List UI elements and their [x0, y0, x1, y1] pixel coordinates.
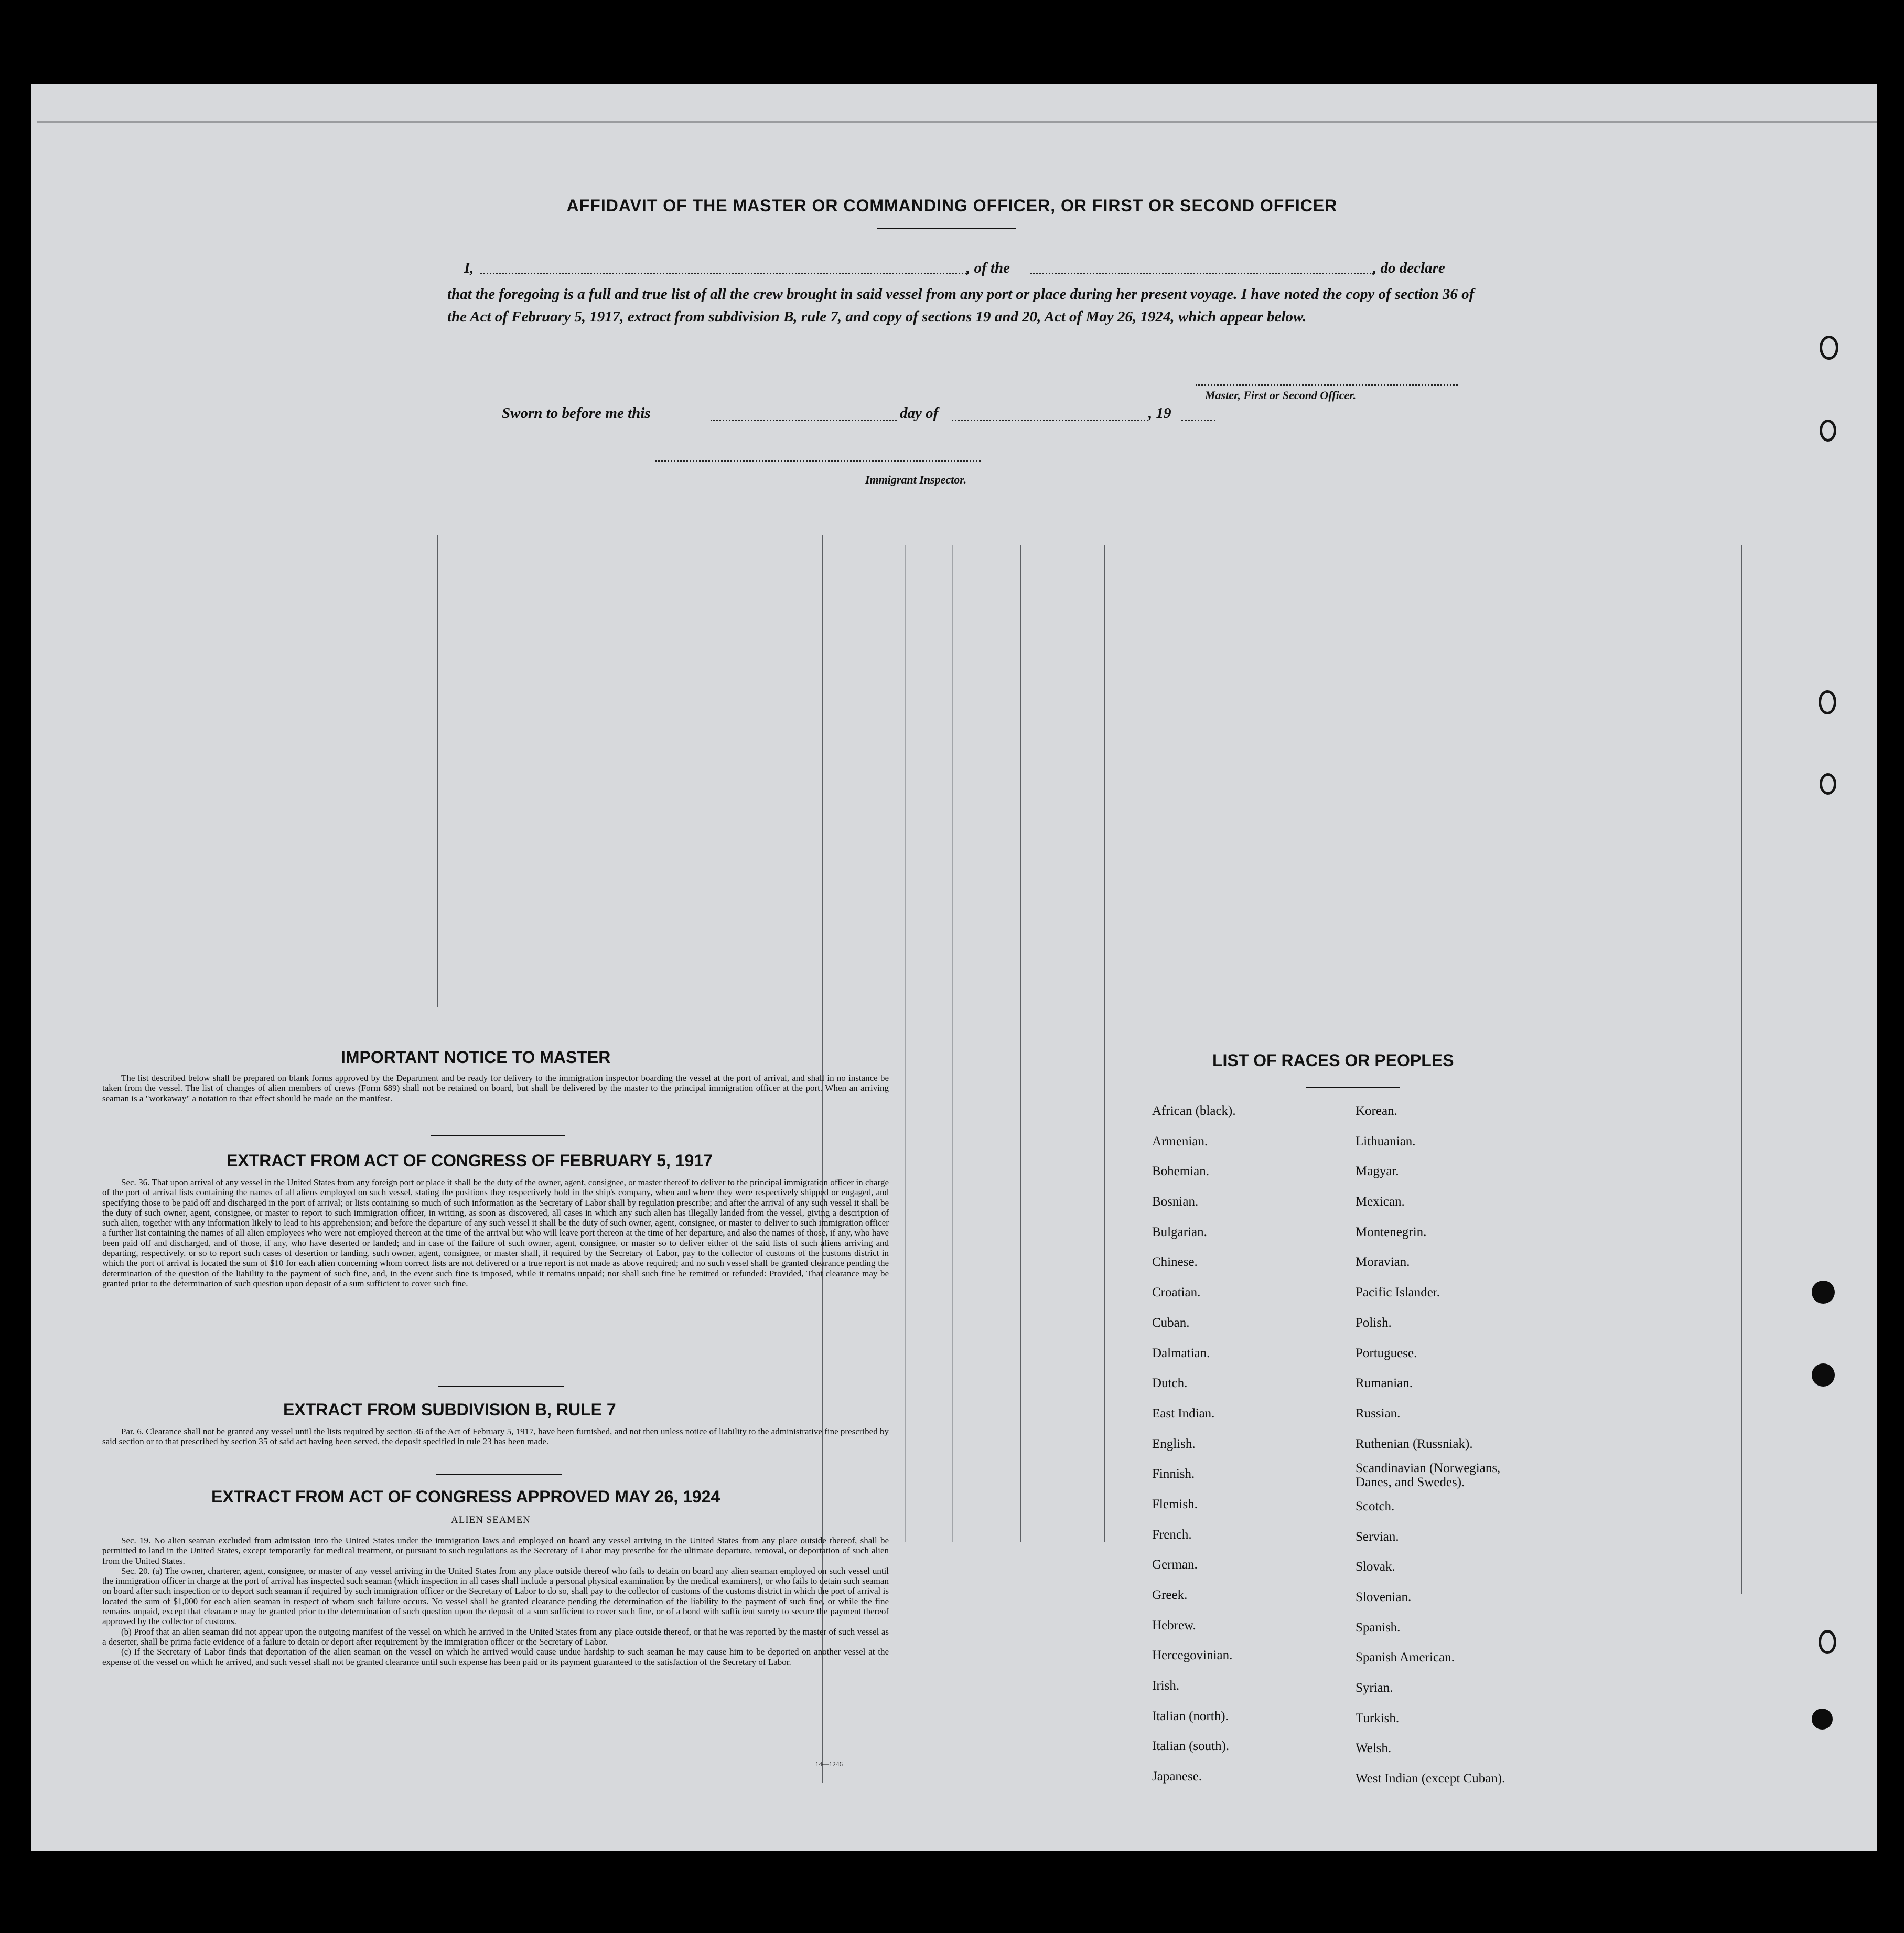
race-item: Scotch.	[1356, 1499, 1395, 1513]
notice-text: The list described below shall be prepared on blank forms approved by the Department and be ready for delivery to the immigration inspector boarding the vessel at the port of arrival, and shall in no instance be taken from the vessel. The list of changes of alien members of crews (Form 689) shall not be retained on board, but shall be delivered by the master to the principal immigration officer at the port. When an arriving seaman is a "workaway" a notation to that effect should be made on the manifest.	[102, 1073, 889, 1103]
vessel-blank[interactable]	[1030, 273, 1374, 274]
alien-seamen-subtitle: ALIEN SEAMEN	[451, 1515, 531, 1526]
race-item: Hebrew.	[1152, 1618, 1196, 1633]
race-item: Ruthenian (Russniak).	[1356, 1436, 1473, 1451]
punch-hole	[1819, 1630, 1836, 1654]
act-1917-title: EXTRACT FROM ACT OF CONGRESS OF FEBRUARY 5, 1917	[227, 1151, 713, 1170]
race-item: Korean.	[1356, 1104, 1397, 1118]
affidavit-title: AFFIDAVIT OF THE MASTER OR COMMANDING OFFICER, OR FIRST OR SECOND OFFICER	[566, 196, 1338, 215]
act-1924-title: EXTRACT FROM ACT OF CONGRESS APPROVED MAY 26, 1924	[211, 1487, 720, 1506]
affidavit-declare-label: , do declare	[1373, 260, 1445, 276]
race-item: Montenegrin.	[1356, 1225, 1427, 1239]
race-item: Bohemian.	[1152, 1164, 1210, 1179]
title-rule	[877, 228, 1016, 229]
race-item: Mexican.	[1356, 1195, 1405, 1209]
punch-hole	[1820, 420, 1836, 442]
affidavit-of-the-label: , of the	[966, 260, 1010, 276]
inspector-signature-blank[interactable]	[655, 460, 981, 462]
race-item: Rumanian.	[1356, 1376, 1413, 1391]
race-item: Scandinavian (Norwegians, Danes, and Swedes).	[1356, 1461, 1501, 1490]
bleed-through-rule	[1741, 545, 1742, 1594]
race-item: French.	[1152, 1527, 1192, 1542]
punch-hole	[1812, 1709, 1833, 1730]
notice-body	[102, 1073, 889, 1103]
rule-7-title: EXTRACT FROM SUBDIVISION B, RULE 7	[283, 1400, 616, 1419]
rule-7-body	[102, 1426, 889, 1447]
race-item: Slovenian.	[1356, 1590, 1412, 1604]
bleed-through-rule	[952, 545, 953, 1542]
sworn-year-blank[interactable]	[1181, 420, 1215, 421]
race-item: Greek.	[1152, 1588, 1188, 1602]
bleed-through-rule	[905, 545, 906, 1542]
race-item: Syrian.	[1356, 1681, 1393, 1695]
punch-hole	[1812, 1363, 1835, 1387]
race-item: Russian.	[1356, 1406, 1401, 1421]
race-item: Dutch.	[1152, 1376, 1188, 1391]
day-of-label: day of	[900, 405, 939, 422]
race-item: Japanese.	[1152, 1769, 1202, 1784]
bleed-through-rule	[1020, 545, 1021, 1542]
bleed-through-rule	[1104, 545, 1105, 1542]
race-item: Spanish American.	[1356, 1650, 1455, 1665]
race-item: Italian (north).	[1152, 1709, 1229, 1723]
races-title-rule	[1306, 1087, 1400, 1088]
race-item: Turkish.	[1356, 1711, 1400, 1725]
inspector-caption: Immigrant Inspector.	[865, 473, 967, 486]
race-item: Irish.	[1152, 1679, 1180, 1693]
race-item: Hercegovinian.	[1152, 1648, 1233, 1663]
punch-hole	[1812, 1281, 1835, 1304]
race-item: Armenian.	[1152, 1134, 1208, 1148]
race-item: Croatian.	[1152, 1285, 1201, 1300]
race-item: English.	[1152, 1436, 1196, 1451]
section-20b-text: (b) Proof that an alien seaman did not appear upon the outgoing manifest of the vessel on which he arrived in the United States from any place outside thereof, or that he was reported by the master of such vessel as a deserter, shall be prima facie evidence of a failure to detain or deport after requirement by the immigration officer or the Secretary of Labor.	[102, 1626, 889, 1647]
race-item: Welsh.	[1356, 1741, 1392, 1756]
race-item: African (black).	[1152, 1104, 1236, 1118]
page-edge	[37, 121, 1877, 123]
section-divider	[436, 1474, 562, 1475]
race-item: Finnish.	[1152, 1467, 1195, 1481]
races-title: LIST OF RACES OR PEOPLES	[1212, 1051, 1454, 1070]
form-number: 14—1246	[815, 1760, 843, 1768]
punch-hole	[1820, 773, 1836, 795]
races-left-column	[1152, 1096, 1236, 1792]
section-36-text: Sec. 36. That upon arrival of any vessel in the United States from any foreign port or place it shall be the duty of the owner, agent, consignee, or master thereof to deliver to the principal immigration officer in charge of the port of arrival lists containing the names of all aliens employed on such vessel, stating the positions they respectively hold in the ship's company, when and where they were respectively shipped or engaged, and specifying those to be paid off and discharged in the port of arrival; or lists containing so much of such information as the Secretary of Labor shall by regulation prescribe; and after the arrival of any such vessel it shall be the duty of such owner, agent, consignee, or master to report to such immigration officer, in writing, as soon as discovered, all cases in which any such alien has illegally landed from the vessel, giving a description of such alien, together with any information likely to lead to his apprehension; and before the departure of any such vessel it shall be the duty of such owner, agent, consignee, or master to deliver to such immigration officer a further list containing the names of all alien employees who were not employed thereon at the time of the arrival but who will leave port thereon at the time of her departure, and also the names of those, if any, who have been paid off and discharged, and of those, if any, who have deserted or landed; and in case of the failure of such owner, agent, consignee, or master so to deliver either of the said lists of such aliens arriving and departing, respectively, or so to report such cases of desertion or landing, such owner, agent, consignee, or master shall, if required by the Secretary of Labor, pay to the collector of customs of the customs district in which the port of arrival is located the sum of $10 for each alien concerning whom correct lists are not delivered or a true report is not made as above required; and no such vessel shall be granted clearance pending the determination of the question of the liability to the payment of such fine, and, in the event such fine is imposed, while it remains unpaid; nor shall such fine be remitted or refunded: Provided, That clearance may be granted prior to the determination of such question upon deposit of a sum sufficient to cover such fine.	[102, 1177, 889, 1288]
race-item: German.	[1152, 1558, 1198, 1572]
race-item: East Indian.	[1152, 1406, 1215, 1421]
race-item: Bosnian.	[1152, 1195, 1199, 1209]
race-item: Servian.	[1356, 1529, 1399, 1544]
sworn-label: Sworn to before me this	[502, 405, 651, 422]
race-item: Polish.	[1356, 1315, 1392, 1330]
name-blank[interactable]	[480, 273, 967, 274]
sworn-day-blank[interactable]	[711, 420, 897, 421]
section-19-text: Sec. 19. No alien seaman excluded from admission into the United States under the immigration laws and employed on board any vessel arriving in the United States from any place outside thereof, shall be permitted to land in the United States, except temporarily for medical treatment, or pursuant to such regulations as the Secretary of Labor may prescribe for the ultimate departure, removal, or deportation of such alien from the United States.	[102, 1535, 889, 1566]
signature-blank[interactable]	[1196, 384, 1458, 386]
race-item: Portuguese.	[1356, 1346, 1417, 1360]
par-6-text: Par. 6. Clearance shall not be granted any vessel until the lists required by section 36 of the Act of February 5, 1917, have been furnished, and not then unless notice of liability to the administrative fine prescribed by said section or to that prescribed by section 35 of said act having been served, the deposit specified in rule 23 has been made.	[102, 1426, 889, 1447]
section-20a-text: Sec. 20. (a) The owner, charterer, agent, consignee, or master of any vessel arriving in the United States from any place outside thereof who fails to detain on board any alien seaman employed on such vessel until the immigration officer in charge at the port of arrival has inspected such seaman (which inspection in all cases shall include a personal physical examination by the medical examiners), or who fails to detain such seaman on board after such inspection or to deport such seaman if required by such immigration officer or the Secretary of Labor to do so, shall pay to the collector of customs of the customs district in which the port of arrival is located the sum of $1,000 for each alien seaman in respect of whom such failure occurs. No vessel shall be granted clearance pending the determination of the liability to the payment of such fine, or while the fine remains unpaid, except that clearance may be granted prior to the determination of such question upon the deposit of a sum sufficient to cover such fine, or of a bond with sufficient surety to secure the payment thereof approved by the collector of customs.	[102, 1565, 889, 1627]
affidavit-body: that the foregoing is a full and true list of all the crew brought in said vessel from any port or place during her present voyage. I have noted the copy of section 36 of the Act of February 5, 1917, extract from subdivision B, rule 7, and copy of sections 19 and 20, Act of May 26, 1924, which appear below.	[447, 286, 1475, 325]
race-item: Italian (south).	[1152, 1739, 1230, 1754]
bleed-through-rule	[437, 535, 438, 1007]
sworn-month-blank[interactable]	[952, 420, 1148, 421]
race-item: Cuban.	[1152, 1315, 1190, 1330]
race-item: Pacific Islander.	[1356, 1285, 1440, 1300]
race-item: Magyar.	[1356, 1164, 1399, 1179]
race-item: Lithuanian.	[1356, 1134, 1416, 1148]
punch-hole	[1819, 690, 1836, 714]
punch-hole	[1820, 336, 1838, 360]
affidavit-i-label: I,	[464, 260, 474, 276]
race-item: Moravian.	[1356, 1255, 1410, 1270]
race-item: Dalmatian.	[1152, 1346, 1210, 1360]
race-item: Spanish.	[1356, 1620, 1401, 1635]
section-divider	[431, 1135, 565, 1136]
race-item: West Indian (except Cuban).	[1356, 1771, 1505, 1786]
race-item: Slovak.	[1356, 1560, 1395, 1574]
notice-title: IMPORTANT NOTICE TO MASTER	[341, 1048, 611, 1067]
signature-caption: Master, First or Second Officer.	[1205, 389, 1357, 402]
year-label: , 19	[1148, 405, 1171, 422]
act-1924-body	[102, 1535, 889, 1667]
section-20c-text: (c) If the Secretary of Labor finds that deportation of the alien seaman on the vessel on which he arrived would cause undue hardship to such seaman he may cause him to be deported on another vessel at the expense of the vessel on which he arrived, and such vessel shall not be granted clearance until such expense has been paid or its payment guaranteed to the satisfaction of the Secretary of Labor.	[102, 1647, 889, 1667]
races-right-column	[1356, 1096, 1534, 1794]
race-item: Chinese.	[1152, 1255, 1198, 1270]
race-item: Flemish.	[1152, 1497, 1198, 1511]
section-divider	[438, 1386, 564, 1387]
race-item: Bulgarian.	[1152, 1225, 1207, 1239]
act-1917-body	[102, 1177, 889, 1288]
